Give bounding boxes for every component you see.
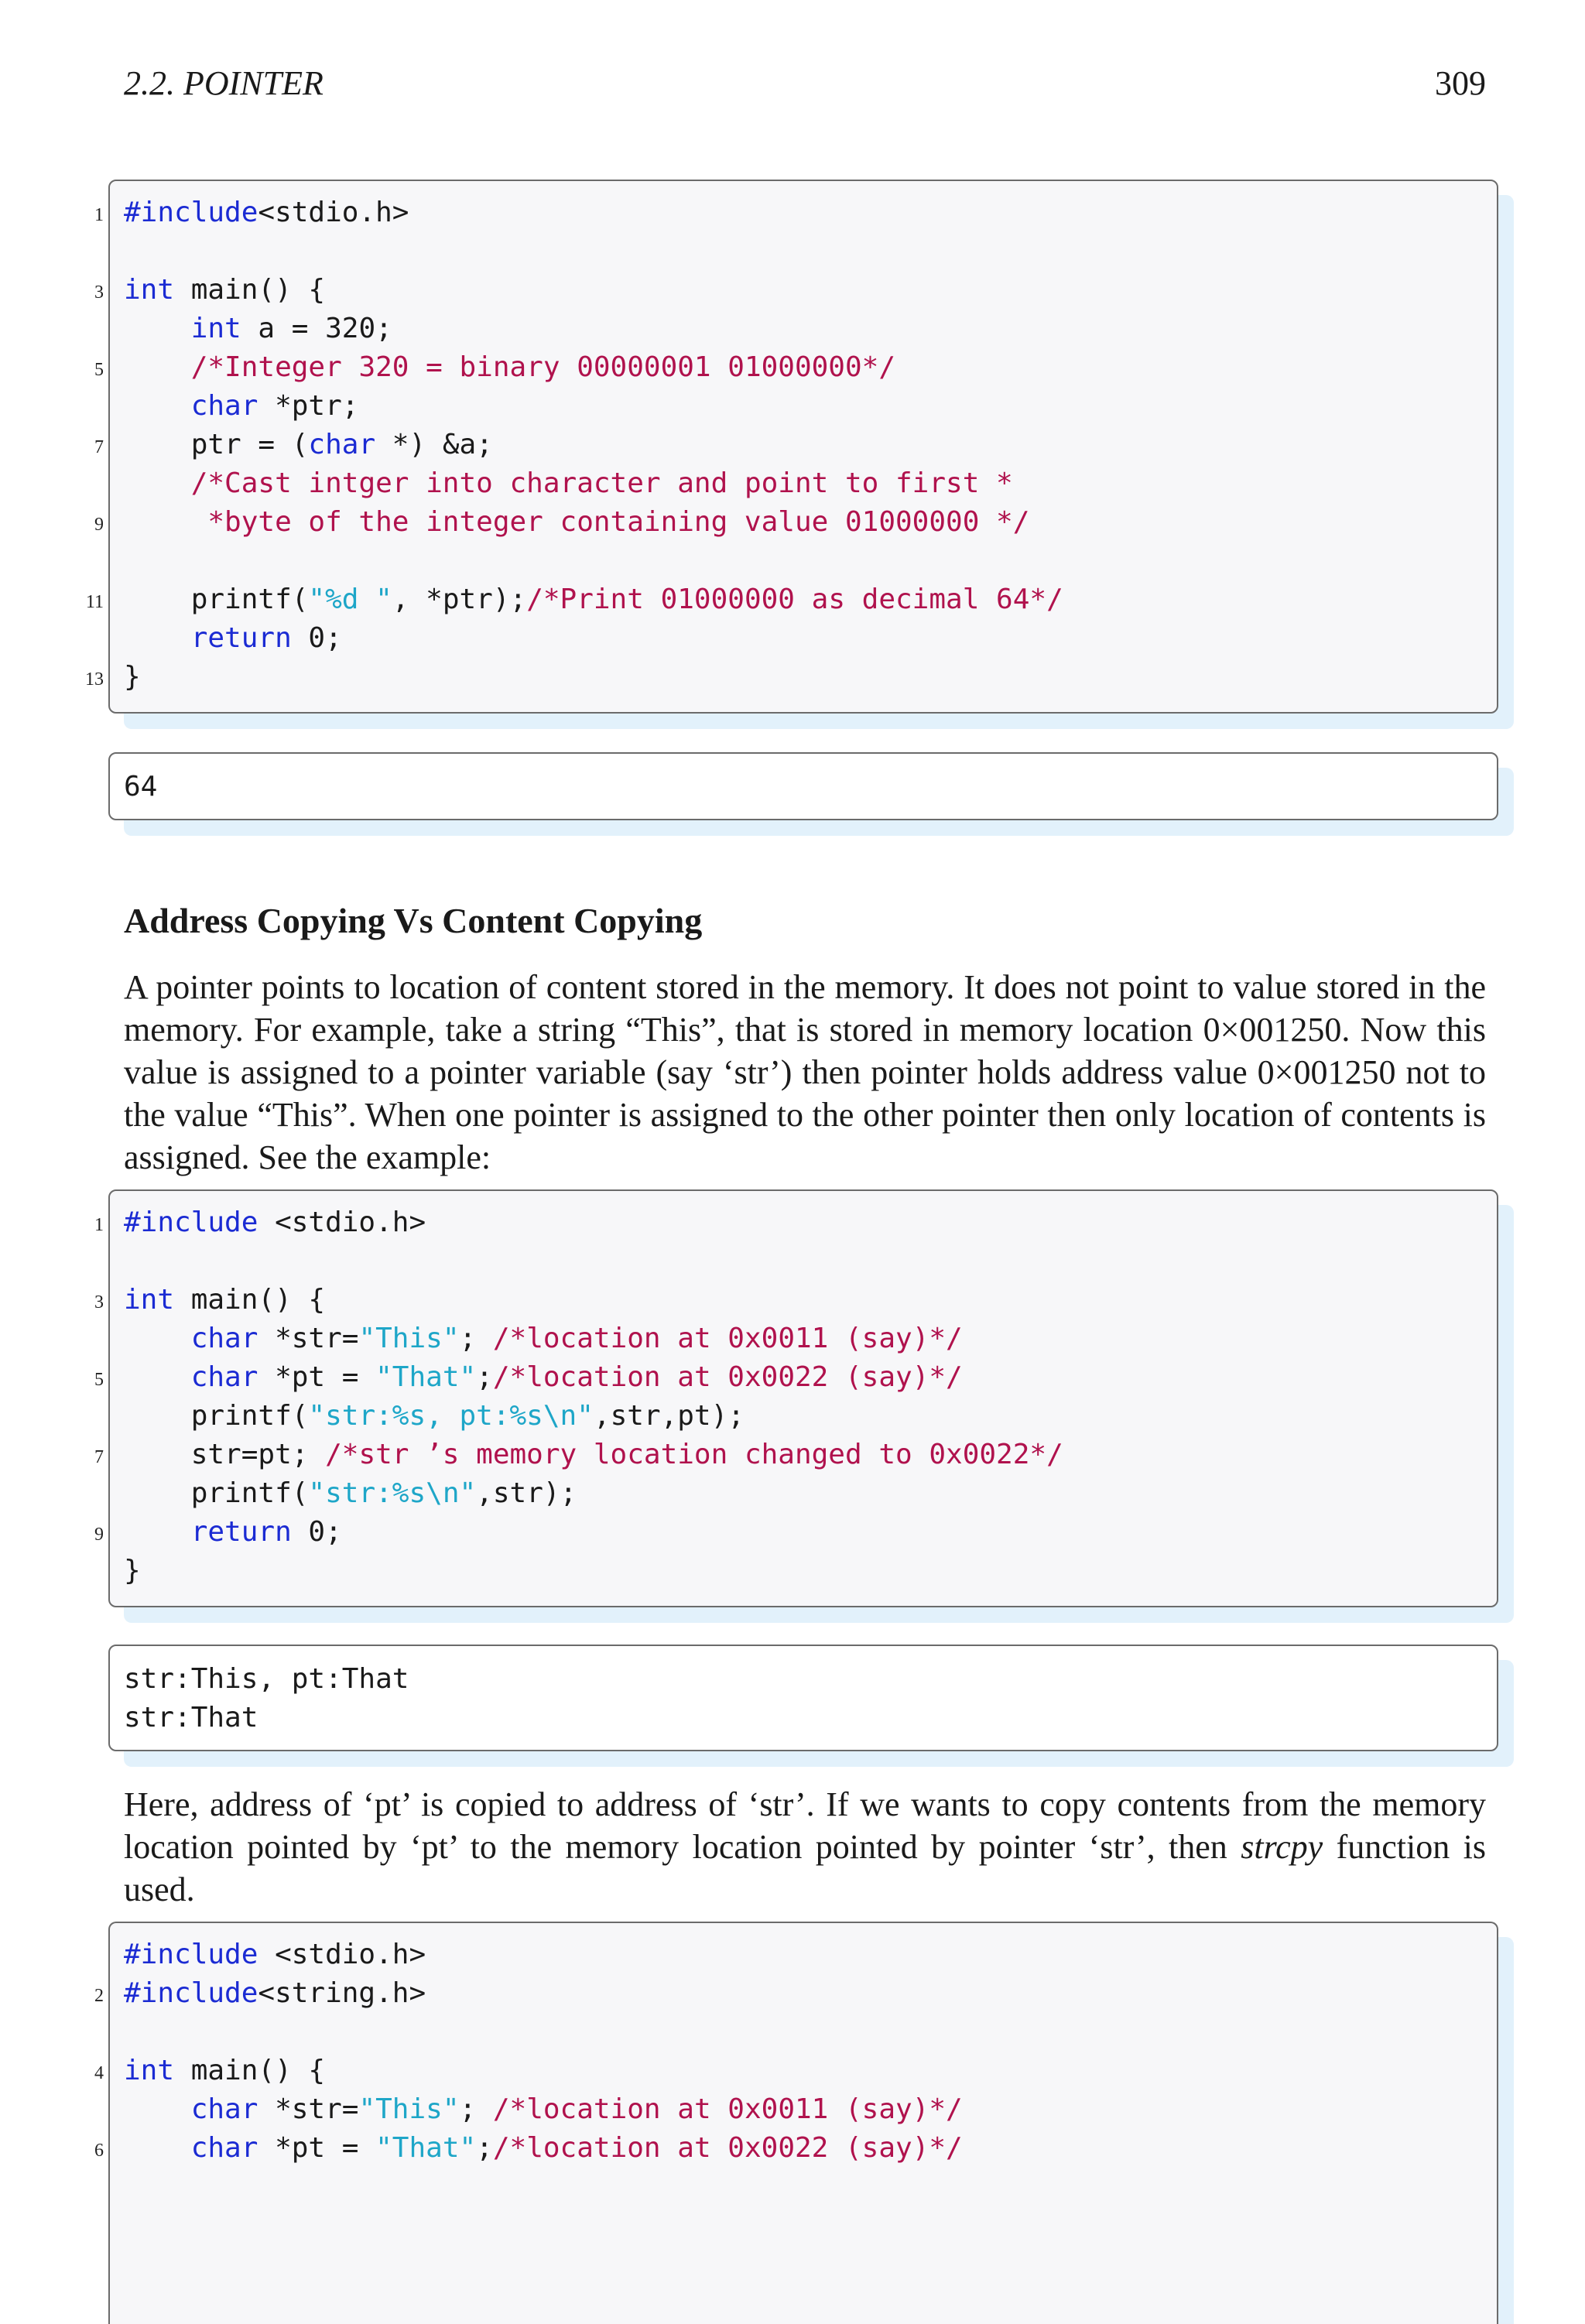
- code-comment: /*str ’s memory location changed to 0x0022*/: [325, 1439, 1063, 1470]
- code-token: ;: [459, 2093, 493, 2125]
- code-token: printf(: [124, 1400, 309, 1432]
- code-line: [124, 1552, 141, 1590]
- line-number: 1: [94, 1215, 104, 1235]
- code-token: [124, 622, 191, 654]
- code-keyword: int: [124, 274, 175, 306]
- code-line: [124, 1203, 426, 1242]
- line-number: 9: [94, 1525, 104, 1545]
- code-token: *str=: [258, 1323, 359, 1354]
- code-token: [124, 1361, 191, 1393]
- code-string: "str:%s, pt:%s\n": [308, 1400, 594, 1432]
- code-line: [124, 426, 493, 464]
- line-number: 7: [94, 437, 104, 457]
- line-number: 9: [94, 515, 104, 535]
- code-line: [124, 2129, 963, 2168]
- code-keyword: int: [190, 313, 241, 344]
- code-keyword: char: [190, 1323, 258, 1354]
- line-number: 13: [85, 669, 104, 690]
- line-number: 3: [94, 1292, 104, 1313]
- code-keyword: #include: [124, 1977, 258, 2009]
- line-number: 7: [94, 1447, 104, 1467]
- code-keyword: #include: [124, 197, 258, 228]
- body-paragraph-2: [124, 1783, 1486, 1911]
- code-token: 0;: [291, 622, 342, 654]
- code-string: "This": [358, 1323, 460, 1354]
- code-token: str=pt;: [124, 1439, 326, 1470]
- code-line: [124, 348, 895, 387]
- code-token: [124, 1323, 191, 1354]
- code-keyword: int: [124, 1284, 175, 1316]
- code-token: [124, 2132, 191, 2164]
- running-title: 2.2. POINTER: [124, 64, 324, 102]
- code-keyword: char: [190, 2093, 258, 2125]
- code-token: main() {: [174, 1284, 326, 1316]
- code-token: [124, 351, 191, 383]
- output-line: [124, 1699, 258, 1737]
- line-number: 3: [94, 282, 104, 303]
- code-token: }: [124, 661, 141, 693]
- page-header: [124, 60, 1486, 107]
- code-comment: /*location at 0x0011 (say)*/: [492, 2093, 963, 2125]
- code-line: [124, 1474, 577, 1513]
- code-keyword: char: [308, 429, 376, 460]
- code-string: "That": [375, 1361, 477, 1393]
- code-token: ;: [476, 2132, 493, 2164]
- code-token: ;: [476, 1361, 493, 1393]
- line-number: 2: [94, 1986, 104, 2006]
- code-token: *pt =: [258, 2132, 376, 2164]
- code-token: , *ptr);: [392, 584, 527, 615]
- output-line: [124, 768, 157, 806]
- code-line: [124, 1281, 325, 1319]
- code-token: 0;: [291, 1516, 342, 1548]
- code-token: ,str,pt);: [593, 1400, 745, 1432]
- code-token: ptr = (: [124, 429, 309, 460]
- code-comment: /*Print 01000000 as decimal 64*/: [526, 584, 1063, 615]
- code-token: printf(: [124, 1477, 309, 1509]
- line-number: 6: [94, 2141, 104, 2161]
- code-token: printf(: [124, 584, 309, 615]
- code-line: [124, 2052, 325, 2090]
- code-token: ;: [459, 1323, 493, 1354]
- code-line: [124, 193, 409, 232]
- code-token: <string.h>: [258, 1977, 426, 2009]
- code-token: 64: [124, 771, 158, 803]
- code-line: [124, 658, 141, 697]
- code-token: <stdio.h>: [258, 1939, 426, 1970]
- code-line: [124, 271, 325, 310]
- code-line: [124, 1436, 1063, 1474]
- code-comment: /*Integer 320 = binary 00000001 01000000*/: [190, 351, 896, 383]
- code-comment: /*location at 0x0011 (say)*/: [492, 1323, 963, 1354]
- code-token: [124, 313, 191, 344]
- paragraph-2-text: Here, address of ‘pt’ is copied to address of ‘str’. If we wants to copy contents from the memory location pointed by ‘pt’ to the memory location pointed by pointer ‘str’, then: [124, 1785, 1486, 1866]
- code-line: [124, 1397, 745, 1436]
- code-string: "That": [375, 2132, 477, 2164]
- code-token: *str=: [258, 2093, 359, 2125]
- code-keyword: return: [190, 1516, 292, 1548]
- code-comment: /*Cast intger into character and point to first *: [190, 467, 1013, 499]
- code-token: <stdio.h>: [258, 197, 409, 228]
- code-token: *) &a;: [375, 429, 493, 460]
- line-number: 5: [94, 1370, 104, 1390]
- line-number: 1: [94, 205, 104, 225]
- output-line: [124, 1660, 409, 1699]
- code-token: a = 320;: [241, 313, 392, 344]
- code-string: "%d ": [308, 584, 392, 615]
- code-line: [124, 1319, 963, 1358]
- code-comment: /*location at 0x0022 (say)*/: [492, 1361, 963, 1393]
- code-token: str:That: [124, 1702, 258, 1734]
- function-name-strcpy: strcpy: [1241, 1828, 1323, 1866]
- code-token: *ptr;: [258, 390, 359, 422]
- line-number: 11: [85, 592, 104, 612]
- code-keyword: #include: [124, 1206, 258, 1238]
- code-line: [124, 387, 358, 426]
- code-keyword: return: [190, 622, 292, 654]
- code-comment: /*location at 0x0022 (say)*/: [492, 2132, 963, 2164]
- code-token: [124, 390, 191, 422]
- code-token: [124, 1516, 191, 1548]
- line-number: 4: [94, 2063, 104, 2083]
- code-line: [124, 464, 1013, 503]
- code-token: <stdio.h>: [258, 1206, 426, 1238]
- code-keyword: int: [124, 2055, 175, 2086]
- code-token: *pt =: [258, 1361, 376, 1393]
- code-token: [124, 467, 191, 499]
- code-string: "str:%s\n": [308, 1477, 477, 1509]
- code-line: [124, 1513, 342, 1552]
- code-token: }: [124, 1555, 141, 1586]
- code-token: [124, 2093, 191, 2125]
- code-line: [124, 619, 342, 658]
- code-line: [124, 310, 392, 348]
- body-paragraph-1: A pointer points to location of content stored in the memory. It does not point to value stored in the memory. For example, take a string “This”, that is stored in memory location 0×001250. Now this value is assigned to a pointer variable (say ‘str’) then pointer holds address value 0×001250 not to the value “This”. When one pointer is assigned to the other pointer then only location of contents is assigned. See the example:: [124, 968, 1486, 1176]
- code-string: "This": [358, 2093, 460, 2125]
- paragraph-2-text-end: function is used.: [124, 1828, 1486, 1908]
- code-token: ,str);: [476, 1477, 577, 1509]
- code-token: main() {: [174, 274, 326, 306]
- code-line: [124, 1974, 426, 2013]
- code-comment: *byte of the integer containing value 01000000 */: [124, 506, 1030, 538]
- code-keyword: #include: [124, 1939, 258, 1970]
- code-keyword: char: [190, 2132, 258, 2164]
- code-keyword: char: [190, 1361, 258, 1393]
- code-keyword: char: [190, 390, 258, 422]
- code-line: [124, 2090, 963, 2129]
- code-token: main() {: [174, 2055, 326, 2086]
- code-line: [124, 1358, 963, 1397]
- page-number: 309: [1435, 64, 1486, 102]
- code-token: str:This, pt:That: [124, 1663, 409, 1695]
- line-number: 5: [94, 360, 104, 380]
- section-heading: Address Copying Vs Content Copying: [124, 901, 703, 940]
- code-line: [124, 503, 1029, 542]
- code-line: [124, 580, 1063, 619]
- output-box-1: [108, 752, 1498, 820]
- code-line: [124, 1936, 426, 1974]
